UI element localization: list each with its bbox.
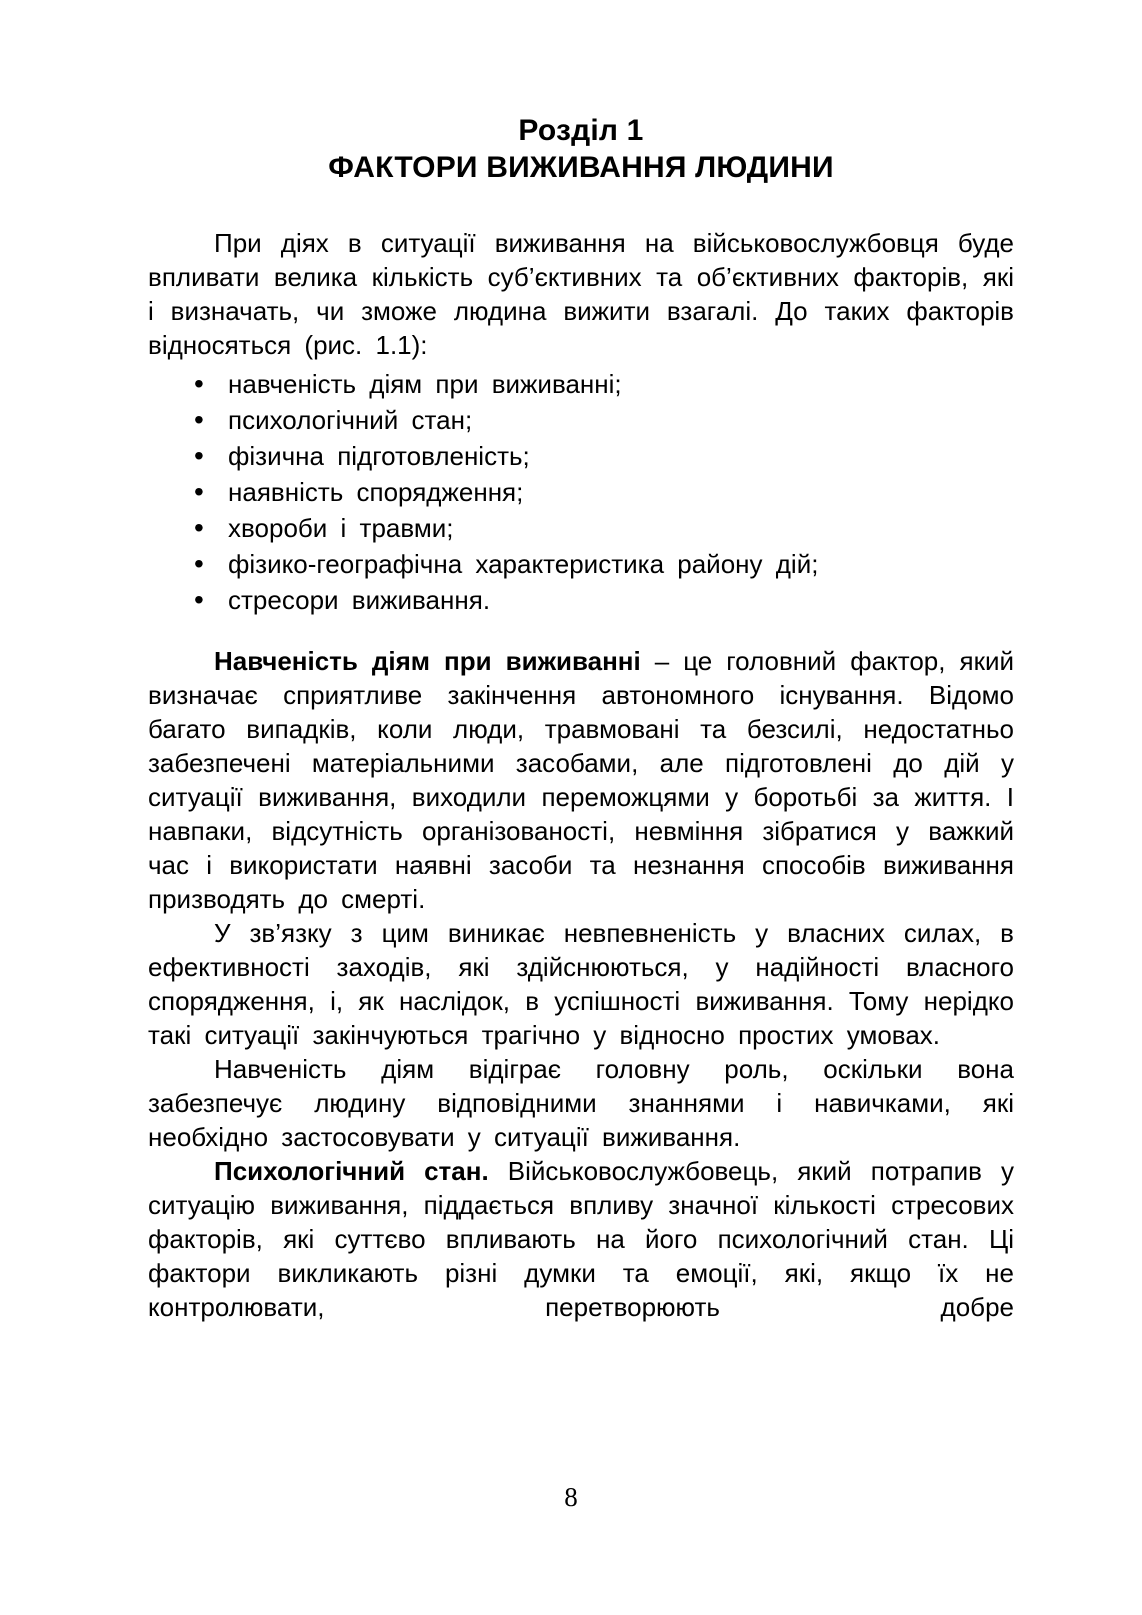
- list-item-text: фізико-географічна характеристика району дій;: [228, 549, 819, 579]
- survival-factors-list: [148, 366, 1014, 618]
- chapter-heading: [148, 112, 1014, 186]
- chapter-number: Розділ 1: [518, 114, 644, 147]
- paragraph-psychological-lead: Психологічний стан.: [214, 1156, 489, 1186]
- list-item-text: фізична підготовленість;: [228, 441, 530, 471]
- list-item-text: психологічний стан;: [228, 405, 473, 435]
- text-block: [148, 112, 1014, 1324]
- paragraph-training: [148, 644, 1014, 916]
- paragraph-training-text: – це головний фактор, який визначає сприятливе закінчення автономного існування. Відомо багато випадків, коли люди, травмовані та безсилі, недостатньо забезпечені матеріальними засобами, але підготовлені до дій у ситуації виживання, виходили переможцями у боротьбі за життя. І навпаки, відсутність організованості, невміння зібратися у важкий час і використати наявні засоби та незнання способів виживання призводять до смерті.: [148, 646, 1014, 914]
- paragraph-training-role: Навченість діям відіграє головну роль, оскільки вона забезпечує людину відповідними знаннями і навичками, які необхідно застосовувати у ситуації виживання.: [148, 1054, 1014, 1152]
- list-item-text: стресори виживання.: [228, 585, 491, 615]
- list-item: [148, 546, 1014, 582]
- list-item-text: хвороби і травми;: [228, 513, 454, 543]
- list-item-text: навченість діям при виживанні;: [228, 369, 622, 399]
- list-item: [148, 474, 1014, 510]
- list-item-text: наявність спорядження;: [228, 477, 524, 507]
- list-item: [148, 582, 1014, 618]
- list-item: [148, 366, 1014, 402]
- body-text: [148, 226, 1014, 1324]
- paragraph-training-lead: Навченість діям при виживанні: [214, 646, 641, 676]
- intro-paragraph: При діях в ситуації виживання на військовослужбовця буде впливати велика кількість суб’єктивних та об’єктивних факторів, які і визначать, чи зможе людина вижити взагалі. До таких факторів відносяться (рис. 1.1):: [148, 228, 1014, 360]
- list-item: [148, 510, 1014, 546]
- paragraph-psychological-state: [148, 1154, 1014, 1324]
- paragraph-uncertainty: У зв’язку з цим виникає невпевненість у власних силах, в ефективності заходів, які здійснюються, у надійності власного спорядження, і, як наслідок, в успішності виживання. Тому нерідко такі ситуації закінчуються трагічно у відносно простих умовах.: [148, 918, 1014, 1050]
- paragraph-psychological-text: Військовослужбовець, який потрапив у ситуацію виживання, піддається впливу значної кількості стресових факторів, які суттєво впливають на його психологічний стан. Ці фактори викликають різні думки та емоції, які, якщо їх не контролювати, перетворюють добре: [148, 1156, 1015, 1322]
- chapter-title: ФАКТОРИ ВИЖИВАННЯ ЛЮДИНИ: [328, 151, 834, 184]
- list-item: [148, 438, 1014, 474]
- page-number: 8: [564, 1482, 578, 1512]
- list-item: [148, 402, 1014, 438]
